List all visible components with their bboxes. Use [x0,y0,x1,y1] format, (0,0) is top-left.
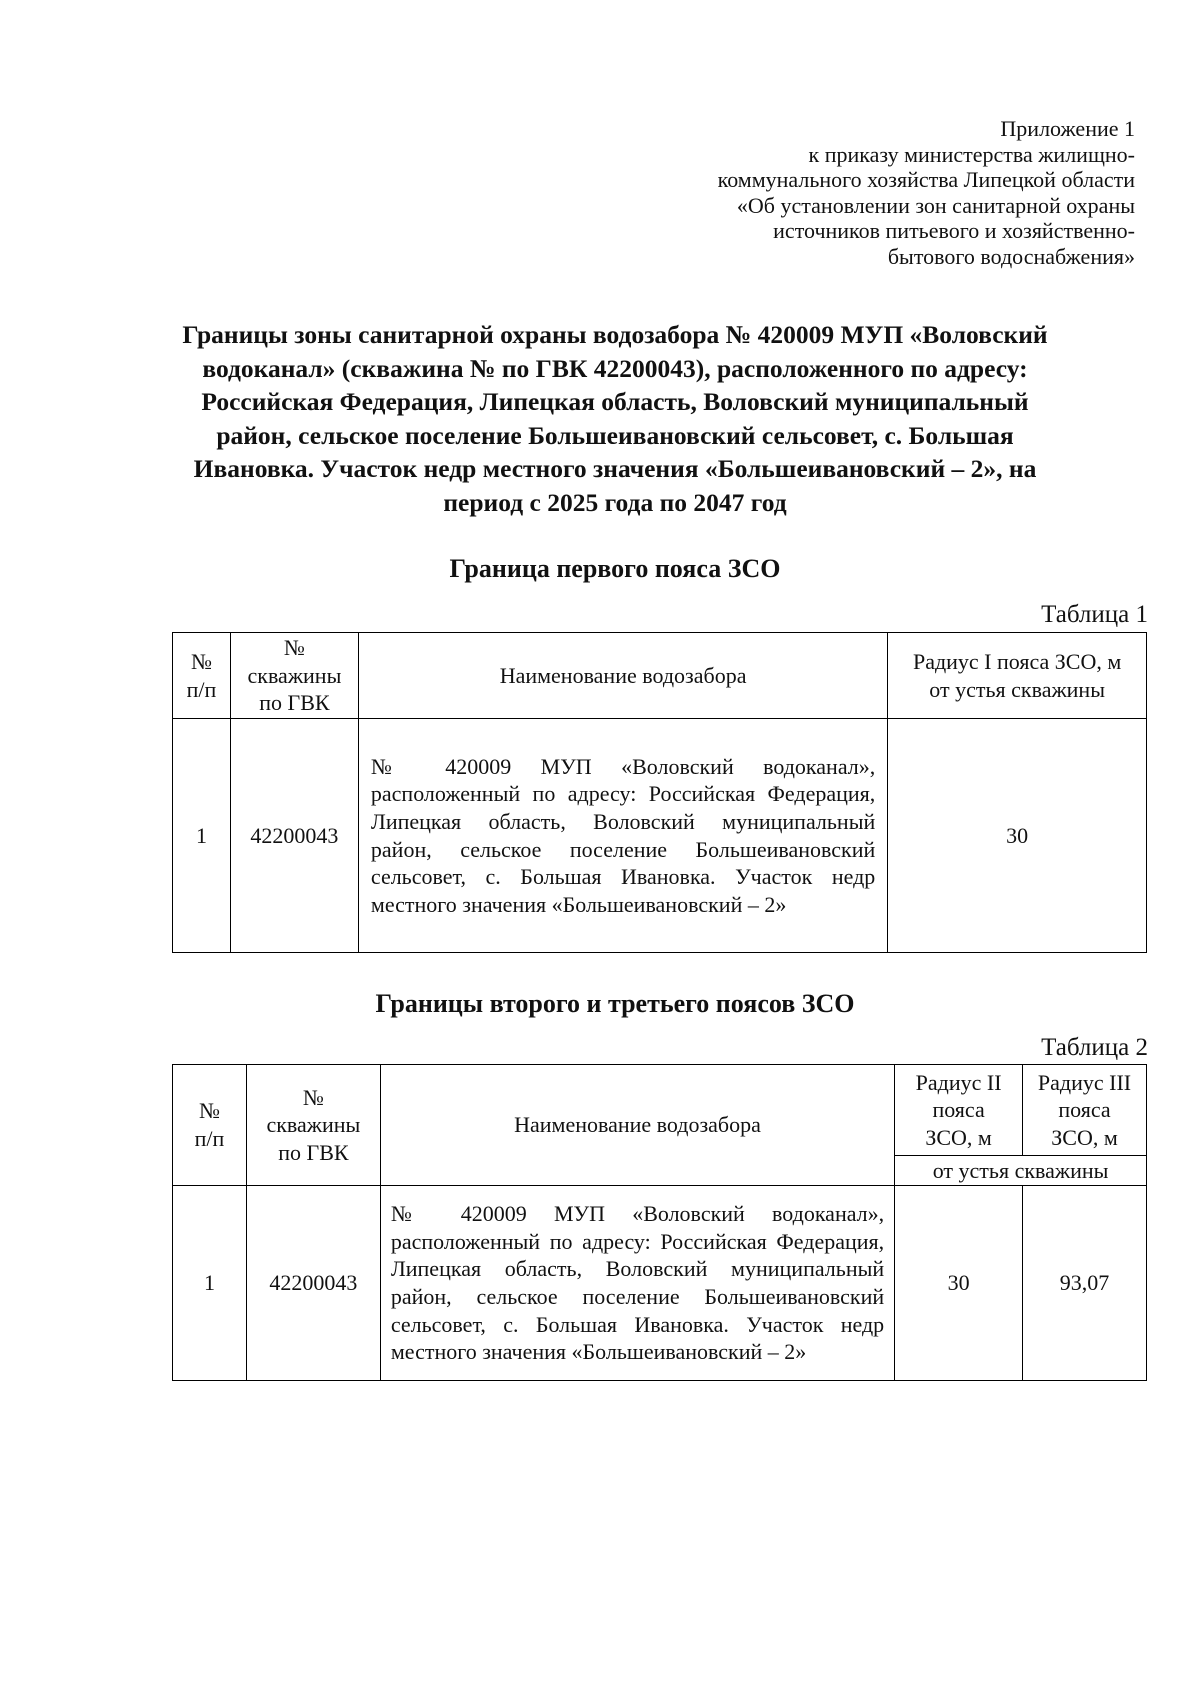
cell-radius-3: 93,07 [1023,1186,1147,1381]
table2-caption: Таблица 2 [1041,1034,1148,1061]
title-line: водоканал» (скважина № по ГВК 42200043), расположенного по адресу: [202,353,1028,383]
table-row [173,719,1147,953]
appendix-reference [615,116,1135,270]
title-line: район, сельское поселение Большеивановский сельсовет, с. Большая [216,420,1014,450]
table-header-row [173,1065,1147,1156]
table-zone-2-3 [172,1064,1147,1381]
cell-well: 42200043 [230,719,358,953]
header-num: № п/п [173,1065,247,1186]
header-well: № скважины по ГВК [246,1065,380,1186]
title-line: Российская Федерация, Липецкая область, Воловский муниципальный [201,387,1029,416]
appendix-line: «Об установлении зон санитарной охраны [736,192,1135,218]
title-line: Границы зоны санитарной охраны водозабора № 420009 МУП «Воловский [182,320,1048,349]
table1-caption: Таблица 1 [1041,601,1148,628]
appendix-line: источников питьевого и хозяйственно- [773,218,1135,244]
appendix-line: бытового водоснабжения» [887,243,1135,269]
title-line: Ивановка. Участок недр местного значения «Большеивановский – 2», на [193,454,1037,483]
document-title [150,318,1080,519]
header-name: Наименование водозабора [380,1065,894,1186]
cell-radius-2: 30 [895,1186,1023,1381]
cell-num: 1 [173,719,231,953]
table-row [173,1186,1147,1381]
section2-title: Границы второго и третьего поясов ЗСО [375,989,855,1018]
header-radius-3: Радиус III пояса ЗСО, м [1023,1065,1147,1156]
section1-title: Граница первого пояса ЗСО [449,554,781,583]
header-well: № скважины по ГВК [230,633,358,719]
table-header-row [173,633,1147,719]
appendix-line: Приложение 1 [1000,116,1135,141]
appendix-line: к приказу министерства жилищно- [808,141,1135,167]
header-radius: Радиус I пояса ЗСО, м от устья скважины [888,633,1147,719]
cell-name: № 420009 МУП «Воловский водоканал», расположенный по адресу: Российская Федерация, Липецкая область, Воловский муниципальный район, сельское поселение Большеивановский сельсовет, с. Большая Ивановка. Участок недр местного значения «Большеивановский – 2» [358,719,887,953]
cell-well: 42200043 [246,1186,380,1381]
title-line: период с 2025 года по 2047 год [443,487,787,517]
cell-radius: 30 [888,719,1147,953]
cell-name: № 420009 МУП «Воловский водоканал», расположенный по адресу: Российская Федерация, Липецкая область, Воловский муниципальный район, сельское поселение Большеивановский сельсовет, с. Большая Ивановка. Участок недр местного значения «Большеивановский – 2» [380,1186,894,1381]
header-name: Наименование водозабора [358,633,887,719]
header-radius-2: Радиус II пояса ЗСО, м [895,1065,1023,1156]
table-zone-1 [172,632,1147,953]
appendix-line: коммунального хозяйства Липецкой области [717,167,1135,193]
header-from-well: от устья скважины [895,1156,1147,1186]
cell-num: 1 [173,1186,247,1381]
header-num: № п/п [173,633,231,719]
